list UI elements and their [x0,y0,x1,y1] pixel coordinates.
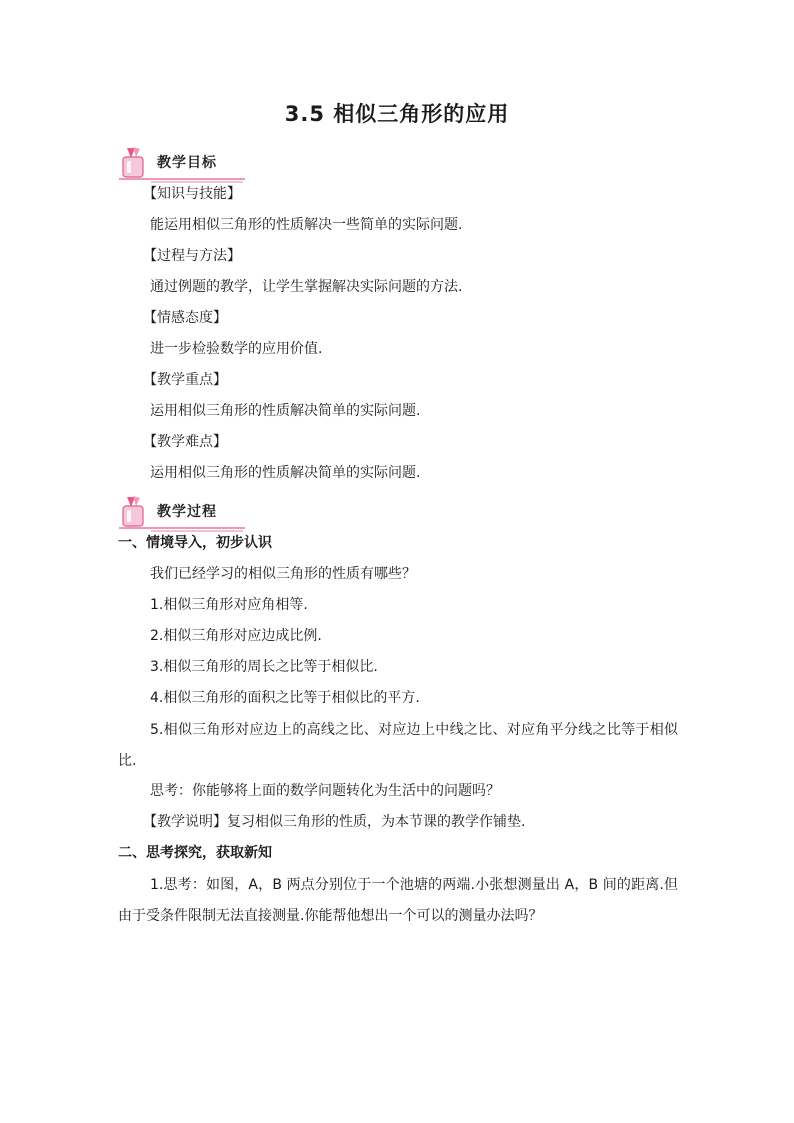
list-item: 1.相似三角形对应角相等. [150,597,308,613]
process-text: 通过例题的教学，让学生掌握解决实际问题的方法. [150,279,463,295]
teaching-note: 【教学说明】复习相似三角形的性质，为本节课的教学作铺垫. [143,814,526,830]
focus-label: 【教学重点】 [143,372,227,388]
knowledge-text: 能运用相似三角形的性质解决一些简单的实际问题. [150,217,463,233]
difficulty-text: 运用相似三角形的性质解决简单的实际问题. [150,465,421,481]
section-badge-objectives [117,144,247,186]
exploration-question: 1.思考：如图，A，B 两点分别位于一个池塘的两端.小张想测量出 A，B 间的距离.但由于受条件限制无法直接测量.你能帮他想出一个可以的测量办法吗？ [118,877,678,924]
section-badge-label: 教学过程 [157,504,217,520]
section-badge-label: 教学目标 [157,155,217,171]
section-badge-process [117,493,247,535]
list-item: 3.相似三角形的周长之比等于相似比. [150,659,378,675]
list-item: 4.相似三角形的面积之比等于相似比的平方. [150,690,420,706]
think-question: 思考：你能够将上面的数学问题转化为生活中的问题吗？ [150,783,500,799]
process-label: 【过程与方法】 [143,248,241,264]
attitude-text: 进一步检验数学的应用价值. [150,341,323,357]
section-heading: 一、情境导入，初步认识 [118,535,272,551]
knowledge-label: 【知识与技能】 [143,186,241,202]
difficulty-label: 【教学难点】 [143,434,227,450]
section-heading: 二、思考探究，获取新知 [118,845,272,861]
attitude-label: 【情感态度】 [143,310,227,326]
focus-text: 运用相似三角形的性质解决简单的实际问题. [150,403,421,419]
intro-question: 我们已经学习的相似三角形的性质有哪些？ [150,566,416,582]
page-title: 3.5 相似三角形的应用 [284,102,510,126]
list-item: 2.相似三角形对应边成比例. [150,628,322,644]
list-item: 5.相似三角形对应边上的高线之比、对应边上中线之比、对应角平分线之比等于相似比. [118,722,678,769]
